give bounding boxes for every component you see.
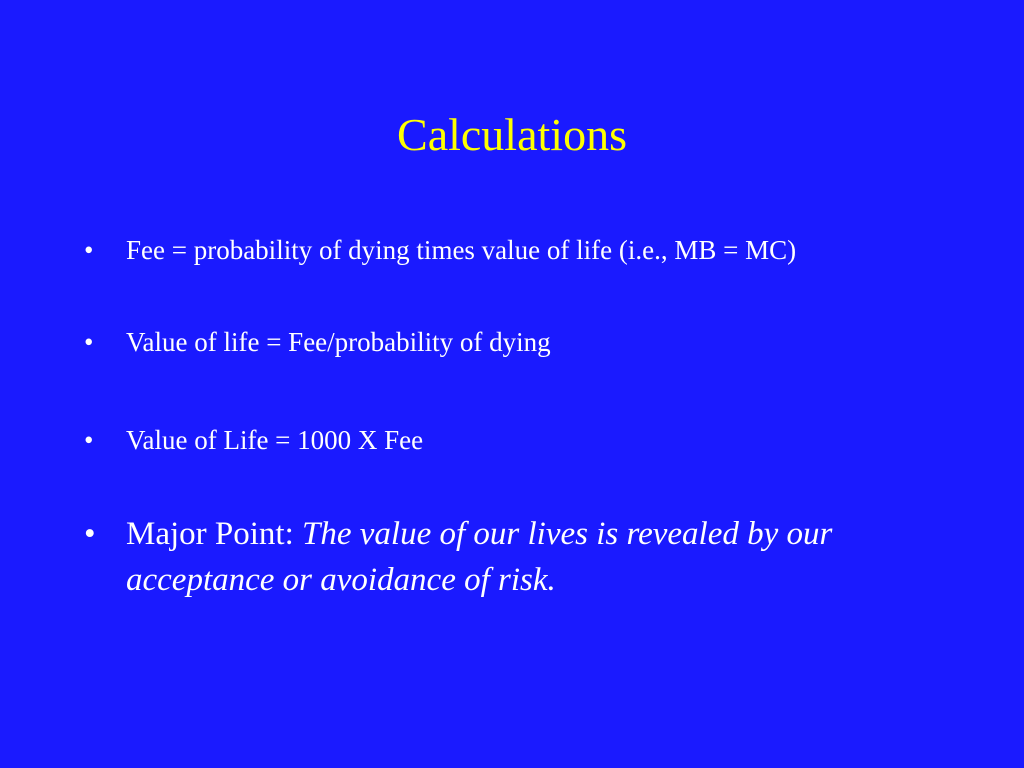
bullet-marker: •	[84, 235, 94, 265]
bullet-text: Fee = probability of dying times value of life (i.e., MB = MC)	[126, 235, 797, 265]
slide-title: Calculations	[397, 109, 627, 160]
bullet-marker: •	[84, 425, 94, 455]
bullet-item	[84, 322, 944, 362]
bullet-list	[84, 230, 944, 603]
bullet-marker: •	[84, 327, 94, 357]
bullet-emphasis-text: The value of our lives is revealed by our acceptance or avoidance of risk.	[126, 516, 833, 598]
bullet-lead-text: Major Point:	[126, 516, 303, 552]
bullet-item	[84, 511, 944, 603]
bullet-text: Value of Life = 1000 X Fee	[126, 425, 424, 455]
bullet-item	[84, 230, 944, 270]
bullet-marker: •	[84, 516, 96, 552]
bullet-item	[84, 420, 944, 460]
bullet-text: Value of life = Fee/probability of dying	[126, 327, 551, 357]
